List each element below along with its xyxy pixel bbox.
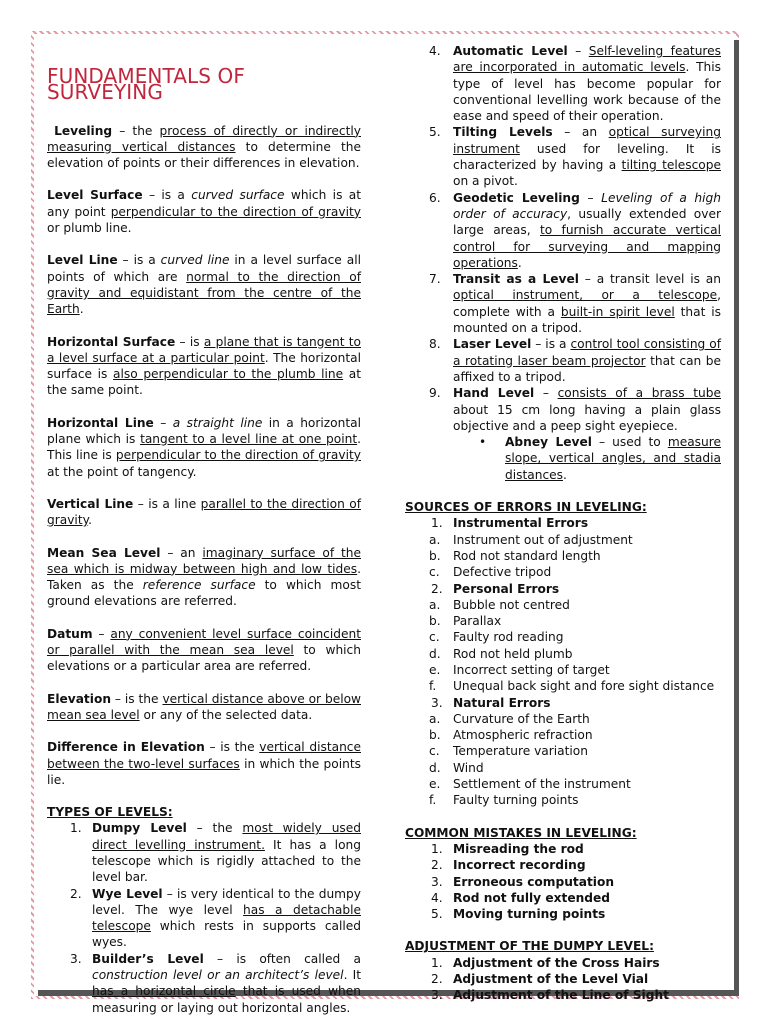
error-item xyxy=(405,662,721,678)
error-item-text: Bubble not centred xyxy=(453,597,570,612)
adjustment-item-text: Adjustment of the Cross Hairs xyxy=(453,955,660,970)
error-item xyxy=(405,727,721,743)
error-item-letter: a. xyxy=(429,597,441,612)
left-column xyxy=(47,64,362,1016)
adjustment-item-text: Adjustment of the Level Vial xyxy=(453,972,649,987)
mistake-item-text: Rod not fully extended xyxy=(453,890,610,905)
def-difference-in-elevation: Difference in Elevation – is the vertical distance between the two-level surfaces in which the points lie. xyxy=(47,740,361,787)
mistake-item xyxy=(405,874,721,890)
mistake-item xyxy=(405,857,721,873)
adjustment-item-number: 2. xyxy=(431,972,443,987)
page-shadow-right xyxy=(734,40,739,996)
def-horizontal-surface: Horizontal Surface – is a plane that is tangent to a level surface at a particular point. The horizontal surface is also perpendicular to the plumb line at the same point. xyxy=(47,334,361,398)
type-item: 3. Builder’s Level – is often called a construction level or an architect’s level. It has a horizontal circle that is used when measuring or laying out horizontal angles. xyxy=(70,951,362,1015)
mistake-item xyxy=(405,890,721,906)
def-datum: Datum – any convenient level surface coincident or parallel with the mean sea level to which elevations or a particular area are referred. xyxy=(47,626,361,674)
adjust-heading: ADJUSTMENT OF THE DUMPY LEVEL: xyxy=(405,939,654,954)
mistake-item-text: Incorrect recording xyxy=(453,858,586,873)
type-item: 2. Wye Level – is very identical to the dumpy level. The wye level has a detachable telescope which rests in supports called wyes. xyxy=(70,886,361,950)
error-item-letter: f. xyxy=(429,793,437,808)
error-item xyxy=(405,711,721,727)
def-leveling: Leveling – the process of directly or indirectly measuring vertical distances to determine the elevation of points or their differences in elevation. xyxy=(47,123,361,171)
error-item-letter: e. xyxy=(429,777,441,792)
error-item-letter: a. xyxy=(429,532,441,547)
error-item xyxy=(405,760,721,776)
adjustment-item xyxy=(405,971,721,987)
error-item-text: Defective tripod xyxy=(453,565,552,580)
mistakes-heading: COMMON MISTAKES IN LEVELING: xyxy=(405,825,637,840)
error-item-letter: b. xyxy=(429,548,441,563)
error-item-text: Rod not held plumb xyxy=(453,646,573,661)
error-item-letter: a. xyxy=(429,711,441,726)
type-item: 7. Transit as a Level – a transit level is an optical instrument, or a telescope, complete with a built-in spirit level that is mounted on a tripod. xyxy=(429,272,722,336)
adjustment-item-number: 1. xyxy=(431,955,443,970)
error-category-name: Personal Errors xyxy=(453,581,560,596)
mistake-item-number: 2. xyxy=(431,858,443,873)
error-item-text: Incorrect setting of target xyxy=(453,662,610,677)
type-item: 9. Hand Level – consists of a brass tube about 15 cm long having a plain glass objective and a peep sight eyepiece. xyxy=(429,386,721,433)
error-category-name: Natural Errors xyxy=(453,695,551,710)
adjustment-item xyxy=(405,955,721,971)
def-mean-sea-level: Mean Sea Level – an imaginary surface of the sea which is midway between high and low tides. Taken as the reference surface to which most ground elevations are referred. xyxy=(47,545,361,609)
error-category-number: 2. xyxy=(431,581,443,596)
error-item xyxy=(405,564,721,580)
error-item xyxy=(405,743,721,759)
abney-level-item: • Abney Level – used to measure slope, vertical angles, and stadia distances. xyxy=(479,435,721,482)
error-item xyxy=(405,678,721,694)
error-item-text: Wind xyxy=(453,760,484,775)
error-item xyxy=(405,548,721,564)
adjust-list xyxy=(405,955,721,1004)
mistake-item xyxy=(405,841,721,857)
error-item-letter: b. xyxy=(429,614,441,629)
error-item-text: Faulty rod reading xyxy=(453,630,564,645)
error-item-text: Parallax xyxy=(453,614,502,629)
error-category xyxy=(405,581,721,597)
error-item xyxy=(405,776,721,792)
error-category-number: 3. xyxy=(431,695,443,710)
type-item: 5. Tilting Levels – an optical surveying instrument used for leveling. It is characterized by having a tilting telescope on a pivot. xyxy=(429,125,721,189)
mistake-item-text: Moving turning points xyxy=(453,907,606,922)
adjustment-item-text: Adjustment of the Line of Sight xyxy=(453,988,669,1003)
error-category xyxy=(405,695,721,711)
errors-list xyxy=(405,515,721,808)
adjustment-item-number: 3. xyxy=(431,988,443,1003)
error-item-letter: b. xyxy=(429,728,441,743)
error-item xyxy=(405,792,721,808)
mistake-item-number: 1. xyxy=(431,841,443,856)
error-item-text: Instrument out of adjustment xyxy=(453,532,633,547)
types-list-left xyxy=(47,820,361,1016)
error-item-letter: c. xyxy=(429,744,440,759)
error-item-letter: d. xyxy=(429,760,441,775)
error-category-name: Instrumental Errors xyxy=(453,516,589,531)
error-item-text: Faulty turning points xyxy=(453,793,579,808)
adjustment-item xyxy=(405,987,721,1003)
error-item-text: Temperature variation xyxy=(453,744,588,759)
error-item-text: Curvature of the Earth xyxy=(453,711,590,726)
type-item: 1. Dumpy Level – the most widely used direct levelling instrument. It has a long telescope which is rigidly attached to the level bar. xyxy=(70,821,362,885)
error-item-letter: f. xyxy=(429,679,437,694)
error-category xyxy=(405,515,721,531)
error-category-number: 1. xyxy=(431,516,443,531)
error-item-text: Settlement of the instrument xyxy=(453,777,631,792)
error-item-text: Rod not standard length xyxy=(453,548,601,563)
error-item-letter: e. xyxy=(429,662,441,677)
type-item: 4. Automatic Level – Self-leveling features are incorporated in automatic levels. This type of level has become popular for conventional levelling work because of the ease and speed of their operation. xyxy=(429,44,722,124)
def-level-line: Level Line – is a curved line in a level surface all points of which are normal to the direction of gravity and equidistant from the centre of the Earth. xyxy=(47,253,362,317)
error-item-letter: c. xyxy=(429,565,440,580)
page-title: FUNDAMENTALS OF SURVEYING xyxy=(47,64,245,105)
right-column xyxy=(405,43,721,1004)
types-list-right xyxy=(405,43,721,434)
mistake-item-number: 3. xyxy=(431,874,443,889)
mistake-item-text: Misreading the rod xyxy=(453,841,584,856)
error-item xyxy=(405,629,721,645)
mistake-item-number: 5. xyxy=(431,907,443,922)
def-level-surface: Level Surface – is a curved surface which is at any point perpendicular to the direction of gravity or plumb line. xyxy=(47,188,361,236)
type-item: 6. Geodetic Leveling – Leveling of a high order of accuracy, usually extended over large areas, to furnish accurate vertical control for surveying and mapping operations. xyxy=(429,190,721,270)
error-item xyxy=(405,613,721,629)
def-vertical-line: Vertical Line – is a line parallel to the direction of gravity. xyxy=(47,496,361,528)
types-heading: TYPES OF LEVELS: xyxy=(47,805,173,820)
type-item: 8. Laser Level – is a control tool consisting of a rotating laser beam projector that can be affixed to a tripod. xyxy=(429,337,721,384)
def-elevation: Elevation – is the vertical distance above or below mean sea level or any of the selected data. xyxy=(47,691,362,722)
mistake-item xyxy=(405,906,721,922)
mistake-item-number: 4. xyxy=(431,890,443,905)
error-item-letter: c. xyxy=(429,630,440,645)
error-item xyxy=(405,597,721,613)
error-item-text: Unequal back sight and fore sight distance xyxy=(453,679,715,694)
def-horizontal-line: Horizontal Line – a straight line in a horizontal plane which is tangent to a level line at one point. This line is perpendicular to the direction of gravity at the point of tangency. xyxy=(47,415,361,479)
mistakes-list xyxy=(405,841,721,922)
mistake-item-text: Erroneous computation xyxy=(453,874,615,889)
error-item-letter: d. xyxy=(429,646,441,661)
errors-heading: SOURCES OF ERRORS IN LEVELING: xyxy=(405,500,647,515)
error-item xyxy=(405,532,721,548)
error-item xyxy=(405,646,721,662)
error-item-text: Atmospheric refraction xyxy=(453,728,593,743)
